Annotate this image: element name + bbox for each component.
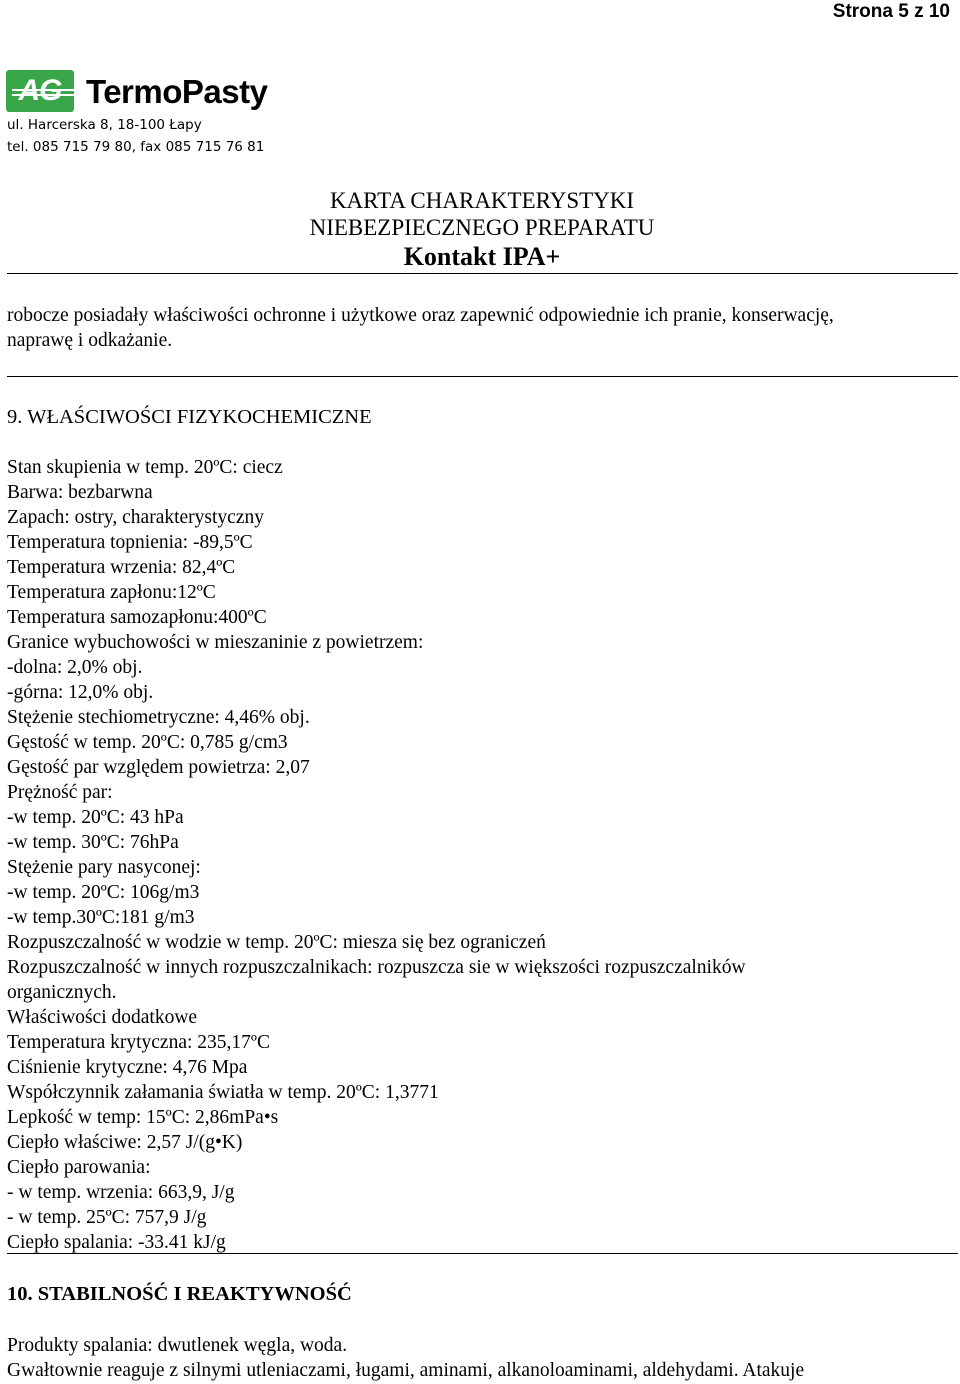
section-9-properties <box>7 455 952 1255</box>
text-line: Produkty spalania: dwutlenek węgla, woda. <box>7 1335 348 1356</box>
document-title-line1: KARTA CHARAKTERYSTYKI <box>329 188 635 213</box>
property-line: -górna: 12,0% obj. <box>7 682 154 703</box>
property-line: Temperatura samozapłonu:400ºC <box>7 607 267 628</box>
company-phone: tel. 085 715 79 80, fax 085 715 76 81 <box>7 139 265 155</box>
property-line: Zapach: ostry, charakterystyczny <box>7 507 264 528</box>
property-line: -w temp. 20ºC: 106g/m3 <box>7 882 200 903</box>
property-line: - w temp. wrzenia: 663,9, J/g <box>7 1182 235 1203</box>
text-line: naprawę i odkażanie. <box>7 330 173 351</box>
property-line: Gęstość par względem powietrza: 2,07 <box>7 757 310 778</box>
company-logo <box>6 70 306 114</box>
section-divider <box>7 376 958 377</box>
property-line: Rozpuszczalność w innych rozpuszczalnikach: rozpuszcza sie w większości rozpuszczalników <box>7 957 746 978</box>
section-divider <box>7 1253 958 1254</box>
property-line: Lepkość w temp: 15ºC: 2,86mPa•s <box>7 1107 279 1128</box>
property-line: -w temp. 30ºC: 76hPa <box>7 832 179 853</box>
property-line: -dolna: 2,0% obj. <box>7 657 143 678</box>
property-line: organicznych. <box>7 982 117 1003</box>
text-line: robocze posiadały właściwości ochronne i użytkowe oraz zapewnić odpowiednie ich pranie, konserwację, <box>7 305 834 326</box>
header-divider <box>7 273 958 274</box>
property-line: Barwa: bezbarwna <box>7 482 153 503</box>
page-number: Strona 5 z 10 <box>832 1 950 22</box>
property-line: Temperatura zapłonu:12ºC <box>7 582 216 603</box>
property-line: Ciepło parowania: <box>7 1157 151 1178</box>
property-line: Temperatura wrzenia: 82,4ºC <box>7 557 236 578</box>
logo-badge-text: AG <box>18 74 62 107</box>
product-name: Kontakt IPA+ <box>403 242 561 271</box>
property-line: Stężenie pary nasyconej: <box>7 857 201 878</box>
property-line: Prężność par: <box>7 782 113 803</box>
property-line: Temperatura krytyczna: 235,17ºC <box>7 1032 270 1053</box>
property-line: Właściwości dodatkowe <box>7 1007 198 1028</box>
property-line: Ciśnienie krytyczne: 4,76 Mpa <box>7 1057 248 1078</box>
section-9-heading: 9. WŁAŚCIWOŚCI FIZYKOCHEMICZNE <box>7 406 372 428</box>
logo-company-name: TermoPasty <box>86 73 268 110</box>
document-title-line2: NIEBEZPIECZNEGO PREPARATU <box>309 215 655 240</box>
property-line: -w temp. 20ºC: 43 hPa <box>7 807 184 828</box>
property-line: Stężenie stechiometryczne: 4,46% obj. <box>7 707 310 728</box>
property-line: Granice wybuchowości w mieszaninie z powietrzem: <box>7 632 424 653</box>
company-address: ul. Harcerska 8, 18-100 Łapy <box>7 117 202 133</box>
section-10-body <box>7 1333 952 1383</box>
text-line: Gwałtownie reaguje z silnymi utleniaczami, ługami, aminami, alkanoloaminami, aldehydami. Atakuje <box>7 1360 805 1381</box>
property-line: Ciepło właściwe: 2,57 J/(g•K) <box>7 1132 243 1153</box>
property-line: Temperatura topnienia: -89,5ºC <box>7 532 253 553</box>
property-line: Gęstość w temp. 20ºC: 0,785 g/cm3 <box>7 732 288 753</box>
property-line: Stan skupienia w temp. 20ºC: ciecz <box>7 457 283 478</box>
intro-paragraph <box>7 303 952 353</box>
property-line: - w temp. 25ºC: 757,9 J/g <box>7 1207 207 1228</box>
property-line: Współczynnik załamania światła w temp. 20ºC: 1,3771 <box>7 1082 439 1103</box>
section-10-heading: 10. STABILNOŚĆ I REAKTYWNOŚĆ <box>7 1283 352 1305</box>
property-line: Ciepło spalania: -33.41 kJ/g <box>7 1232 226 1253</box>
property-line: Rozpuszczalność w wodzie w temp. 20ºC: miesza się bez ograniczeń <box>7 932 546 953</box>
property-line: -w temp.30ºC:181 g/m3 <box>7 907 195 928</box>
